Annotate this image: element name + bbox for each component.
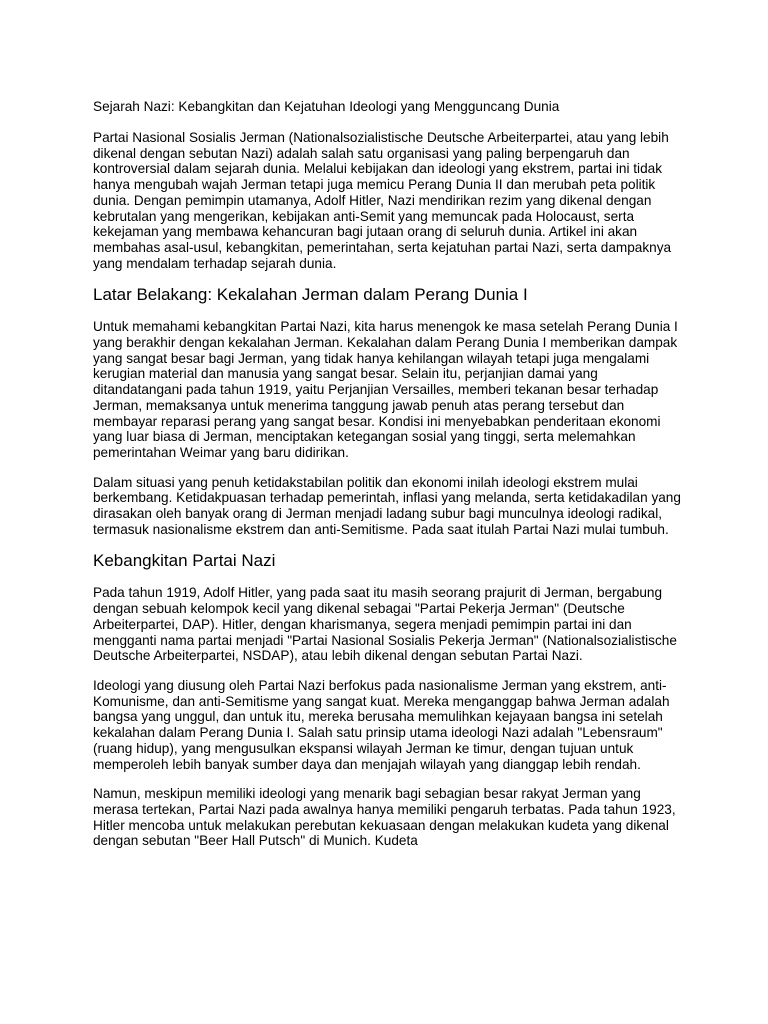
section-heading-rise: Kebangkitan Partai Nazi xyxy=(93,551,276,571)
document-title: Sejarah Nazi: Kebangkitan dan Kejatuhan Ideologi yang Mengguncang Dunia xyxy=(93,99,560,114)
rise-paragraph-3: Namun, meskipun memiliki ideologi yang menarik bagi sebagian besar rakyat Jerman yang merasa tertekan, Partai Nazi pada awalnya hanya memiliki pengaruh terbatas. Pada tahun 1923, Hitler mencoba untuk melakukan perebutan kekuasaan dengan melakukan kudeta yang dikenal dengan sebutan "Beer Hall Putsch" di Munich. Kudeta xyxy=(93,786,676,849)
rise-paragraph-1: Pada tahun 1919, Adolf Hitler, yang pada saat itu masih seorang prajurit di Jerman, bergabung dengan sebuah kelompok kecil yang dikenal sebagai "Partai Pekerja Jerman" (Deutsche Arbeiterpartei, DAP). Hitler, dengan kharismanya, segera menjadi pemimpin partai ini dan mengganti nama partai menjadi "Partai Nasional Sosialis Pekerja Jerman" (Nationalsozialistische Deutsche Arbeiterpartei, NSDAP), atau lebih dikenal dengan sebutan Partai Nazi. xyxy=(93,585,677,664)
rise-paragraph-2: Ideologi yang diusung oleh Partai Nazi berfokus pada nasionalisme Jerman yang ekstrem, anti-Komunisme, dan anti-Semitisme yang sangat kuat. Mereka menganggap bahwa Jerman adalah bangsa yang unggul, dan untuk itu, mereka berusaha memulihkan kejayaan bangsa ini setelah kekalahan dalam Perang Dunia I. Salah satu prinsip utama ideologi Nazi adalah "Lebensraum" (ruang hidup), yang mengusulkan ekspansi wilayah Jerman ke timur, dengan tujuan untuk memperoleh lebih banyak sumber daya dan menjajah wilayah yang dianggap lebih rendah. xyxy=(93,677,670,772)
section-heading-background: Latar Belakang: Kekalahan Jerman dalam Perang Dunia I xyxy=(93,285,528,305)
intro-paragraph: Partai Nasional Sosialis Jerman (Nationalsozialistische Deutsche Arbeiterpartei, atau yang lebih dikenal dengan sebutan Nazi) adalah salah satu organisasi yang paling berpengaruh dan kontroversial dalam sejarah dunia. Melalui kebijakan dan ideologi yang ekstrem, partai ini tidak hanya mengubah wajah Jerman tetapi juga memicu Perang Dunia II dan merubah peta politik dunia. Dengan pemimpin utamanya, Adolf Hitler, Nazi mendirikan rezim yang dikenal dengan kebrutalan yang mengerikan, kebijakan anti-Semit yang memuncak pada Holocaust, serta kekejaman yang membawa kehancuran bagi jutaan orang di seluruh dunia. Artikel ini akan membahas asal-usul, kebangkitan, pemerintahan, serta kejatuhan partai Nazi, serta dampaknya yang mendalam terhadap sejarah dunia. xyxy=(93,130,672,271)
background-paragraph-1: Untuk memahami kebangkitan Partai Nazi, kita harus menengok ke masa setelah Perang Dunia I yang berakhir dengan kekalahan Jerman. Kekalahan dalam Perang Dunia I memberikan dampak yang sangat besar bagi Jerman, yang tidak hanya kehilangan wilayah tetapi juga mengalami kerugian material dan manusia yang sangat besar. Selain itu, perjanjian damai yang ditandatangani pada tahun 1919, yaitu Perjanjian Versailles, memberi tekanan besar terhadap Jerman, memaksanya untuk menerima tanggung jawab penuh atas perang tersebut dan membayar reparasi perang yang sangat besar. Kondisi ini menyebabkan penderitaan ekonomi yang luar biasa di Jerman, menciptakan ketegangan sosial yang tinggi, serta melemahkan pemerintahan Weimar yang baru didirikan. xyxy=(93,319,678,460)
background-paragraph-2: Dalam situasi yang penuh ketidakstabilan politik dan ekonomi inilah ideologi ekstrem mulai berkembang. Ketidakpuasan terhadap pemerintah, inflasi yang melanda, serta ketidakadilan yang dirasakan oleh banyak orang di Jerman menjadi ladang subur bagi munculnya ideologi radikal, termasuk nasionalisme ekstrem dan anti-Semitisme. Pada saat itulah Partai Nazi mulai tumbuh. xyxy=(93,474,681,537)
document-page xyxy=(93,99,683,863)
